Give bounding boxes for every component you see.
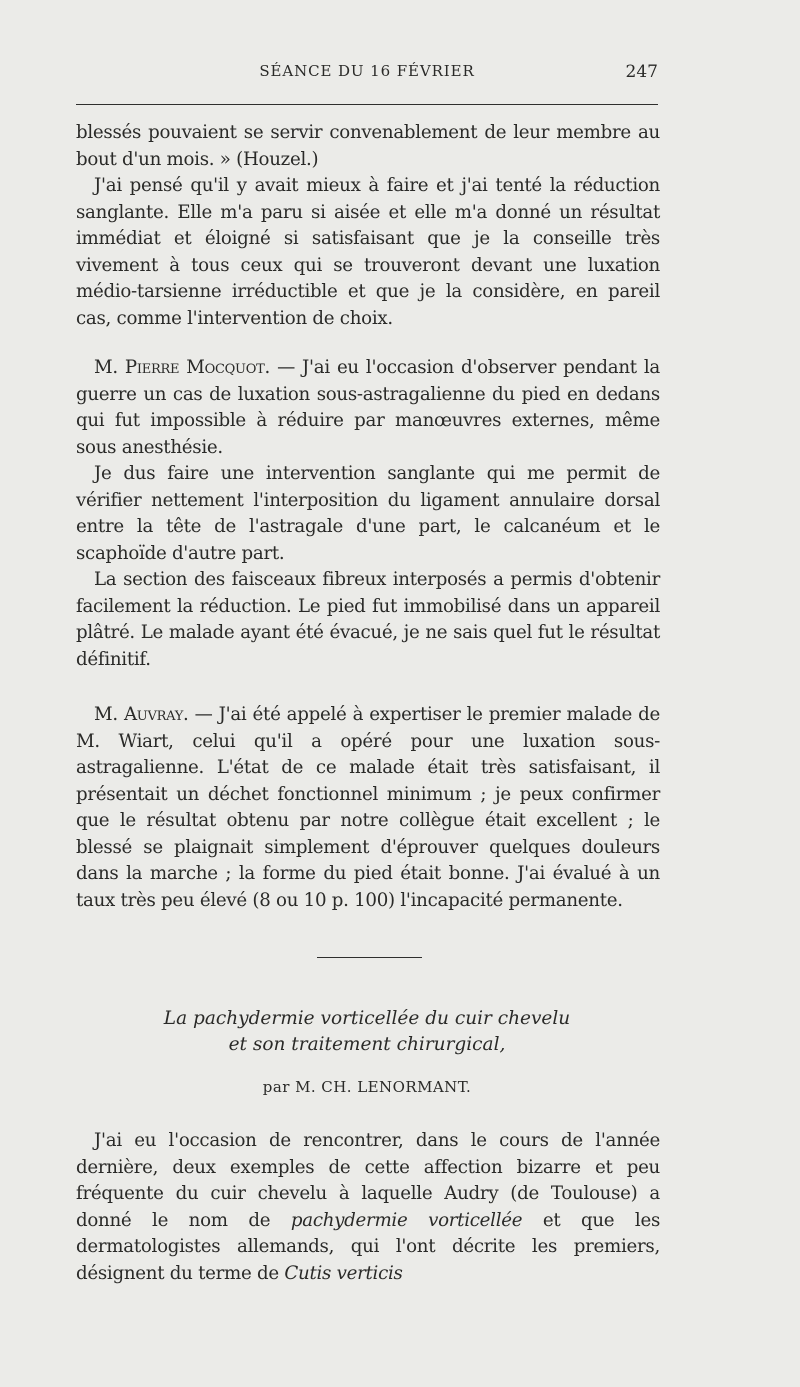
section-separator [317, 957, 422, 958]
page-number: 247 [625, 62, 658, 82]
paragraph: Je dus faire une intervention sanglante qui me permit de vérifier nettement l'interposition du ligament annulaire dorsal entre la tête de l'astragale d'une part, le calcanéum et le scaphoïde d'autre part. [76, 463, 660, 564]
italic-term: Cutis verticis [284, 1262, 403, 1284]
paragraph: blessés pouvaient se servir convenablement de leur membre au bout d'un mois. » (Houzel.) [76, 122, 660, 170]
page-header [76, 62, 658, 86]
article-title [76, 1006, 658, 1058]
speech-text: — J'ai eu l'occasion d'observer pendant la guerre un cas de luxation sous-astragalienne du pied en dedans qui fut impossible à réduire par manœuvres externes, même sous anesthésie. [76, 357, 660, 458]
paragraph [76, 702, 660, 914]
article-title-line: et son traitement chirurgical, [228, 1034, 506, 1055]
speaker-name: M. Pierre Mocquot. [94, 357, 271, 378]
article-title-line: La pachydermie vorticellée du cuir chevelu [163, 1008, 571, 1029]
article-byline: par M. CH. LENORMANT. [262, 1078, 472, 1096]
article-body [76, 1128, 660, 1287]
speaker-name: M. Auvray. [94, 704, 189, 725]
italic-term: pachydermie vorticellée [290, 1209, 523, 1231]
running-title: SÉANCE DU 16 FÉVRIER [259, 62, 475, 80]
paragraph [76, 355, 660, 461]
paragraph: La section des faisceaux fibreux interposés a permis d'obtenir facilement la réduction. Le pied fut immobilisé dans un appareil plâtré. Le malade ayant été évacué, je ne sais quel fut le résultat définitif. [76, 569, 660, 670]
paragraph: J'ai pensé qu'il y avait mieux à faire et j'ai tenté la réduction sanglante. Elle m'a paru si aisée et elle m'a donné un résultat immédiat et éloigné si satisfaisant que je la conseille très vivement à tous ceux qui se trouveront devant une luxation médio-tarsienne irréductible et que je la considère, en pareil cas, comme l'intervention de choix. [76, 175, 660, 329]
mocquot-section [76, 355, 660, 673]
speech-text: — J'ai été appelé à expertiser le premier malade de M. Wiart, celui qu'il a opéré pour une luxation sous-astragalienne. L'état de ce malade était très satisfaisant, il présentait un déchet fonctionnel minimum ; je peux confirmer que le résultat obtenu par notre collègue était excellent ; le blessé se plaignait simplement d'éprouver quelques douleurs dans la marche ; la forme du pied était bonne. J'ai évalué à un taux très peu élevé (8 ou 10 p. 100) l'incapacité permanente. [76, 704, 660, 911]
text-run: et que les dermatologistes allemands, qui l'ont décrite les premiers, désignent du terme de [76, 1209, 661, 1284]
text-run: J'ai eu l'occasion de rencontrer, dans le cours de l'année dernière, deux exemples de cette affection bizarre et peu fréquente du cuir chevelu à laquelle Audry (de Toulouse) a donné le nom de [76, 1130, 660, 1231]
header-rule [76, 104, 658, 105]
auvray-section [76, 702, 660, 914]
paragraph [76, 1128, 660, 1287]
continued-text-block [76, 120, 660, 332]
